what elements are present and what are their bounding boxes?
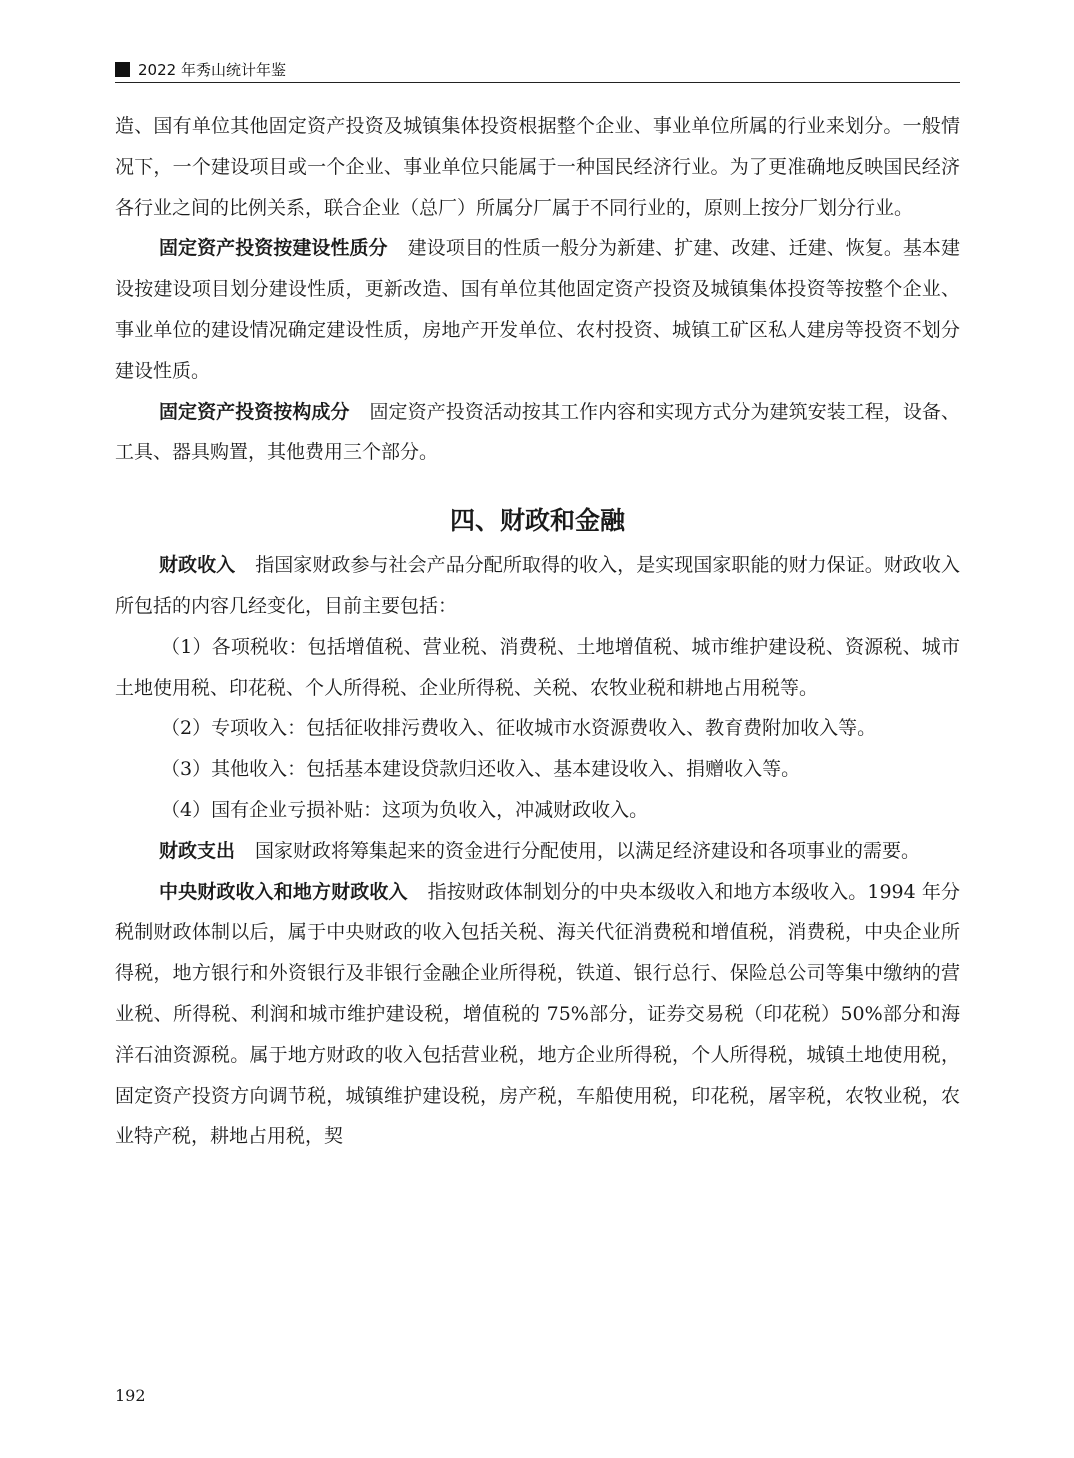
header-title: 2022 年秀山统计年鉴 — [138, 60, 286, 79]
paragraph-fiscal-revenue — [115, 545, 960, 627]
section-title: 四、财政和金融 — [449, 506, 625, 536]
page-content — [115, 106, 960, 1157]
definition-fiscal-revenue: 指国家财政参与社会产品分配所取得的收入，是实现国家职能的财力保证。财政收入所包括的内容几经变化，目前主要包括： — [115, 554, 960, 617]
definition-composition: 固定资产投资活动按其工作内容和实现方式分为建筑安装工程，设备、工具、器具购置，其他费用三个部分。 — [115, 400, 960, 464]
definition-construction-nature: 建设项目的性质一般分为新建、扩建、改建、迁建、恢复。基本建设按建设项目划分建设性质，更新改造、国有单位其他固定资产投资及城镇集体投资等按整个企业、事业单位的建设情况确定建设性质，房地产开发单位、农村投资、城镇工矿区私人建房等投资不划分建设性质。 — [115, 237, 960, 382]
paragraph-composition — [115, 392, 960, 474]
list-item-soe-subsidy: （4）国有企业亏损补贴：这项为负收入，冲减财政收入。 — [161, 798, 649, 821]
term-composition: 固定资产投资按构成分 — [159, 400, 350, 423]
list-item-other-revenue: （3）其他收入：包括基本建设贷款归还收入、基本建设收入、捐赠收入等。 — [161, 758, 801, 781]
header-square-icon — [115, 62, 130, 77]
definition-fiscal-expenditure: 国家财政将筹集起来的资金进行分配使用，以满足经济建设和各项事业的需要。 — [255, 839, 921, 862]
term-central-local-revenue: 中央财政收入和地方财政收入 — [159, 880, 408, 903]
page-header — [115, 56, 960, 83]
definition-central-local-revenue: 指按财政体制划分的中央本级收入和地方本级收入。1994 年分税制财政体制以后，属于中央财政的收入包括关税、海关代征消费税和增值税，消费税，中央企业所得税，地方银行和外资银行及非银行金融企业所得税，铁道、银行总行、保险总公司等集中缴纳的营业税、所得税、利润和城市维护建设税，增值税的 75%部分，证券交易税（印花税）50%部分和海洋石油资源税。属于地方财政的收入包括营业税，地方企业所得税，个人所得税，城镇土地使用税，固定资产投资方向调节税，城镇维护建设税，房产税，车船使用税，印花税，屠宰税，农牧业税，农业特产税，耕地占用税，契 — [115, 880, 960, 1148]
paragraph-central-local-revenue — [115, 872, 960, 1158]
term-construction-nature: 固定资产投资按建设性质分 — [159, 237, 388, 260]
term-fiscal-revenue: 财政收入 — [159, 554, 236, 577]
term-fiscal-expenditure: 财政支出 — [159, 839, 236, 862]
paragraph-industry-classification: 造、国有单位其他固定资产投资及城镇集体投资根据整个企业、事业单位所属的行业来划分。一般情况下，一个建设项目或一个企业、事业单位只能属于一种国民经济行业。为了更准确地反映国民经济各行业之间的比例关系，联合企业（总厂）所属分厂属于不同行业的，原则上按分厂划分行业。 — [115, 115, 960, 219]
list-item-special-revenue: （2）专项收入：包括征收排污费收入、征收城市水资源费收入、教育费附加收入等。 — [161, 717, 877, 740]
list-item-taxes: （1）各项税收：包括增值税、营业税、消费税、土地增值税、城市维护建设税、资源税、城市土地使用税、印花税、个人所得税、企业所得税、关税、农牧业税和耕地占用税等。 — [115, 635, 960, 699]
paragraph-construction-nature — [115, 228, 960, 391]
paragraph-fiscal-expenditure — [115, 831, 960, 872]
page-number: 192 — [115, 1386, 146, 1405]
